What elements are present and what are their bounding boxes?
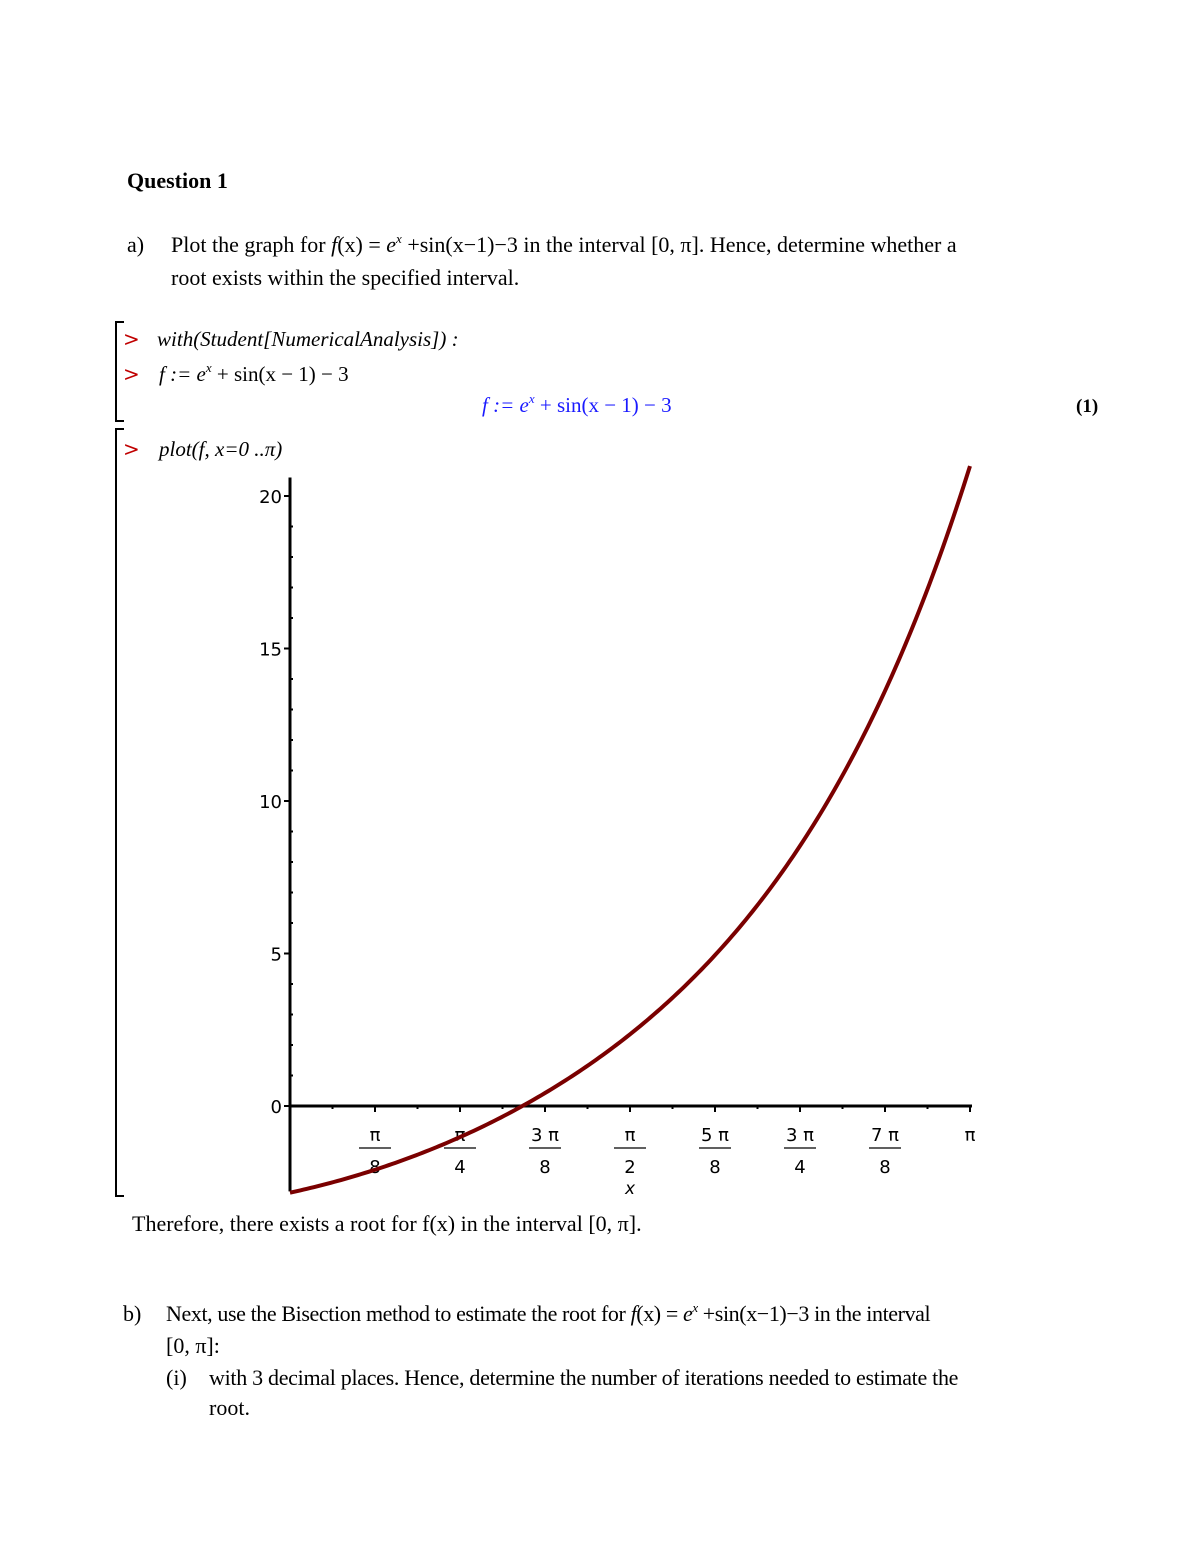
x-tick-label-num: π — [964, 1125, 976, 1146]
x-tick-label-num: π — [369, 1125, 381, 1146]
cmd-plot: plot(f, x=0 ..π) — [159, 437, 283, 461]
part-b-func-arg: (x) = — [636, 1301, 683, 1326]
cmd-define-f: f := e — [159, 362, 206, 386]
x-tick-label-den: 4 — [794, 1157, 806, 1178]
y-tick-label: 20 — [259, 487, 282, 508]
part-a-text-prefix: Plot the graph for — [171, 232, 326, 257]
part-b-sub-i-line2: root. — [209, 1395, 250, 1420]
x-tick-label-den: 8 — [879, 1157, 891, 1178]
part-a-func-e: e — [386, 232, 397, 257]
output-f-exp: x — [528, 391, 535, 406]
prompt-icon: > — [123, 327, 140, 351]
x-tick-label-num: π — [454, 1125, 466, 1146]
equation-label: (1) — [1076, 396, 1099, 417]
part-b-line1 — [166, 1298, 930, 1330]
output-f-lhs: f := e — [482, 393, 529, 417]
cmd-define-f-exp: x — [205, 360, 212, 375]
part-a-func-lhs: f — [331, 232, 338, 257]
y-tick-label: 10 — [259, 792, 282, 813]
part-a-func-arg: (x) = — [337, 232, 387, 257]
x-tick-label-den: 2 — [624, 1157, 636, 1178]
y-tick-label: 0 — [270, 1097, 282, 1118]
x-tick-label-num: 5 π — [700, 1125, 730, 1146]
x-tick-label-num: π — [624, 1125, 636, 1146]
part-b-sub-i-line1: with 3 decimal places. Hence, determine the number of iterations needed to estimate the — [209, 1365, 959, 1390]
x-tick-label-den: 8 — [709, 1157, 721, 1178]
conclusion — [132, 1208, 642, 1240]
x-ticks — [333, 1106, 976, 1178]
part-a-text-suffix: . Hence, determine whether a — [698, 232, 957, 257]
conclusion-end: . — [636, 1211, 642, 1236]
y-ticks — [259, 487, 293, 1118]
part-b-text-suffix: in the interval — [814, 1301, 931, 1326]
part-b-label: b) — [123, 1301, 142, 1326]
x-tick-label-num: 7 π — [870, 1125, 900, 1146]
part-b-line2: [0, π]: — [166, 1333, 220, 1358]
part-a-func-rest: +sin(x−1)−3 — [401, 232, 518, 257]
output-f-rest: + sin(x − 1) − 3 — [534, 393, 672, 417]
x-axis-label: x — [624, 1179, 636, 1199]
x-tick-label-den: 8 — [539, 1157, 551, 1178]
x-tick-label-num: 3 π — [785, 1125, 815, 1146]
cmd-define-f-rest: + sin(x − 1) − 3 — [211, 362, 349, 386]
question-title: Question 1 — [127, 168, 228, 193]
x-tick-label-den: 8 — [369, 1157, 381, 1178]
part-b-func-rest: +sin(x−1)−3 — [697, 1301, 809, 1326]
part-b-func-lhs: f — [630, 1301, 637, 1326]
y-tick-label: 5 — [270, 944, 282, 966]
part-a-label: a) — [127, 232, 145, 257]
part-b-sub-i-label: (i) — [166, 1365, 187, 1390]
part-a-func-exp: x — [396, 231, 402, 246]
prompt-icon: > — [123, 362, 140, 386]
function-curve — [290, 466, 970, 1193]
part-b-text-prefix: Next, use the Bisection method to estimate the root for — [166, 1301, 626, 1326]
conclusion-interval: [0, π] — [588, 1211, 637, 1236]
x-tick-label-num: 3 π — [530, 1125, 560, 1146]
conclusion-text: Therefore, there exists a root for f(x) in the interval — [132, 1211, 589, 1236]
part-a-line2: root exists within the specified interval. — [171, 265, 520, 290]
part-b-func-e: e — [682, 1301, 693, 1326]
x-tick-label-den: 4 — [454, 1157, 466, 1178]
prompt-icon: > — [123, 437, 140, 461]
part-a-interval: [0, π] — [651, 232, 699, 257]
y-tick-label: 15 — [259, 639, 282, 661]
plot-axes — [290, 478, 972, 1192]
cmd-with: with(Student[NumericalAnalysis]) : — [157, 327, 459, 351]
part-a-text-mid: in the interval — [523, 232, 646, 257]
part-b-func-exp: x — [692, 1300, 698, 1315]
